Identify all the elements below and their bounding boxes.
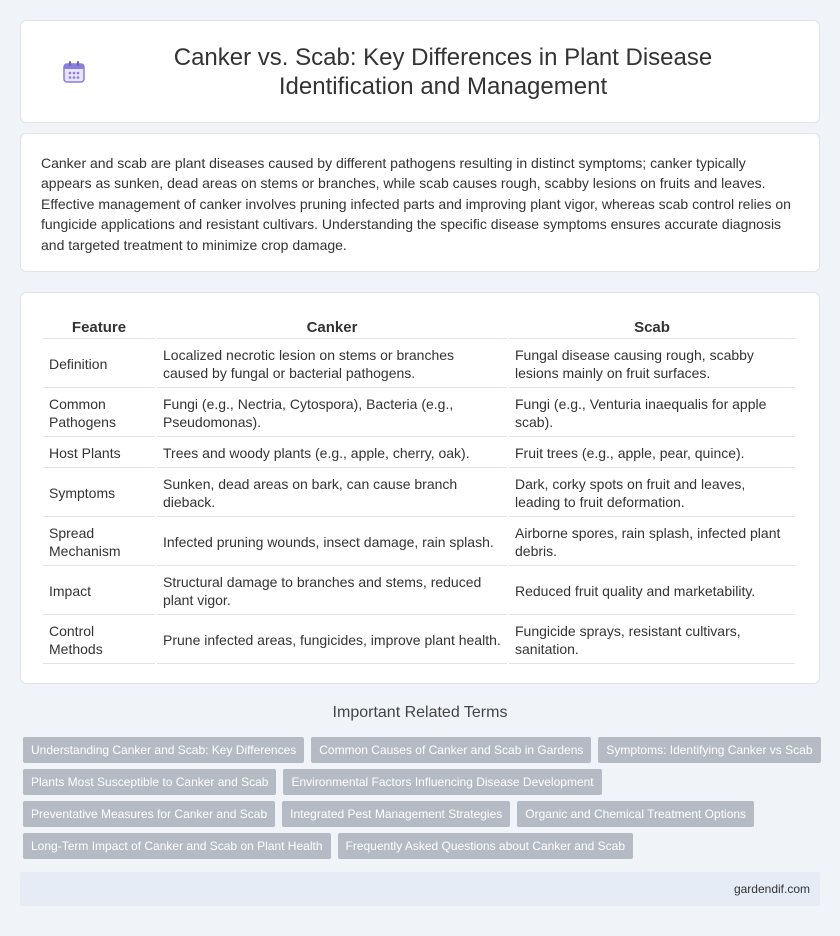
related-term-tag[interactable]: Preventative Measures for Canker and Scab bbox=[23, 801, 275, 827]
column-header-feature: Feature bbox=[43, 315, 155, 339]
comparison-table bbox=[41, 313, 797, 666]
table-cell-canker: Prune infected areas, fungicides, improve plant health. bbox=[157, 617, 507, 664]
table-row bbox=[43, 341, 795, 388]
table-cell-feature: Control Methods bbox=[43, 617, 155, 664]
table-cell-canker: Sunken, dead areas on bark, can cause branch dieback. bbox=[157, 470, 507, 517]
related-term-tag[interactable]: Understanding Canker and Scab: Key Differences bbox=[23, 737, 304, 763]
related-term-tag[interactable]: Long-Term Impact of Canker and Scab on Plant Health bbox=[23, 833, 331, 859]
related-term-tag[interactable]: Frequently Asked Questions about Canker and Scab bbox=[338, 833, 634, 859]
related-term-tag[interactable]: Common Causes of Canker and Scab in Gardens bbox=[311, 737, 591, 763]
footer bbox=[20, 872, 820, 906]
intro-card bbox=[20, 133, 820, 272]
column-header-canker: Canker bbox=[157, 315, 507, 339]
table-cell-scab: Fungal disease causing rough, scabby lesions mainly on fruit surfaces. bbox=[509, 341, 795, 388]
related-term-tag[interactable]: Organic and Chemical Treatment Options bbox=[517, 801, 754, 827]
table-row bbox=[43, 439, 795, 468]
related-terms-tags bbox=[23, 737, 823, 865]
table-cell-feature: Symptoms bbox=[43, 470, 155, 517]
related-terms-title: Important Related Terms bbox=[332, 704, 508, 721]
table-cell-canker: Infected pruning wounds, insect damage, rain splash. bbox=[157, 519, 507, 566]
table-cell-feature: Spread Mechanism bbox=[43, 519, 155, 566]
table-cell-feature: Impact bbox=[43, 568, 155, 615]
column-header-scab: Scab bbox=[509, 315, 795, 339]
table-cell-scab: Fungicide sprays, resistant cultivars, sanitation. bbox=[509, 617, 795, 664]
table-cell-canker: Structural damage to branches and stems, reduced plant vigor. bbox=[157, 568, 507, 615]
table-cell-feature: Host Plants bbox=[43, 439, 155, 468]
table-cell-scab: Airborne spores, rain splash, infected plant debris. bbox=[509, 519, 795, 566]
table-cell-scab: Fungi (e.g., Venturia inaequalis for apple scab). bbox=[509, 390, 795, 437]
table-cell-feature: Common Pathogens bbox=[43, 390, 155, 437]
intro-paragraph: Canker and scab are plant diseases caused by different pathogens resulting in distinct symptoms; canker typically appears as sunken, dead areas on stems or branches, while scab causes rough, scabby lesions on fruits and leaves. Effective management of canker involves pruning infected parts and improving plant vigor, whereas scab control relies on fungicide applications and resistant cultivars. Understanding the specific disease symptoms ensures accurate diagnosis and targeted treatment to minimize crop damage. bbox=[41, 155, 791, 253]
table-cell-canker: Trees and woody plants (e.g., apple, cherry, oak). bbox=[157, 439, 507, 468]
related-term-tag[interactable]: Symptoms: Identifying Canker vs Scab bbox=[598, 737, 820, 763]
comparison-table-card bbox=[20, 292, 820, 684]
table-cell-scab: Dark, corky spots on fruit and leaves, leading to fruit deformation. bbox=[509, 470, 795, 517]
calendar-icon bbox=[61, 59, 87, 85]
table-row bbox=[43, 617, 795, 664]
table-row bbox=[43, 519, 795, 566]
table-cell-canker: Fungi (e.g., Nectria, Cytospora), Bacteria (e.g., Pseudomonas). bbox=[157, 390, 507, 437]
table-row bbox=[43, 470, 795, 517]
related-term-tag[interactable]: Plants Most Susceptible to Canker and Scab bbox=[23, 769, 276, 795]
table-cell-canker: Localized necrotic lesion on stems or branches caused by fungal or bacterial pathogens. bbox=[157, 341, 507, 388]
related-term-tag[interactable]: Integrated Pest Management Strategies bbox=[282, 801, 510, 827]
table-row bbox=[43, 568, 795, 615]
page-title: Canker vs. Scab: Key Differences in Plant Disease Identification and Management bbox=[173, 43, 713, 100]
header-card bbox=[20, 20, 820, 123]
table-row bbox=[43, 390, 795, 437]
table-cell-scab: Reduced fruit quality and marketability. bbox=[509, 568, 795, 615]
table-cell-feature: Definition bbox=[43, 341, 155, 388]
table-cell-scab: Fruit trees (e.g., apple, pear, quince). bbox=[509, 439, 795, 468]
related-term-tag[interactable]: Environmental Factors Influencing Disease Development bbox=[283, 769, 601, 795]
footer-site-link[interactable]: gardendif.com bbox=[733, 882, 810, 896]
table-header-row bbox=[43, 315, 795, 339]
